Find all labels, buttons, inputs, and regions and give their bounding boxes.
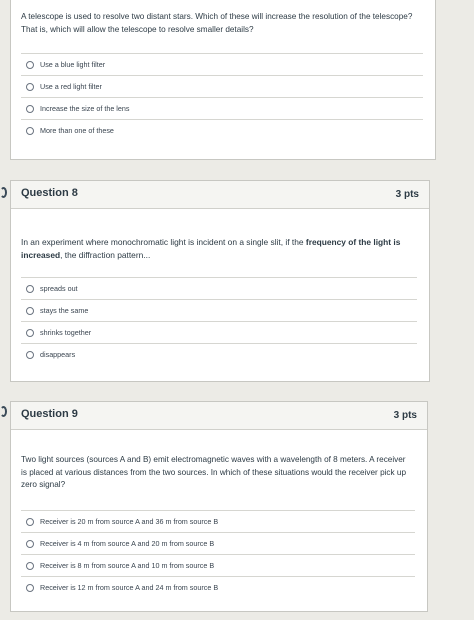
answer-option[interactable] [21,277,417,299]
option-label: Receiver is 4 m from source A and 20 m from source B [40,539,215,548]
question-text-emphasis: frequency of the light is increased [21,237,401,260]
radio-button-icon[interactable] [26,329,34,337]
option-label: spreads out [40,284,78,293]
option-label: disappears [40,350,76,359]
question-card-9 [10,401,428,612]
option-label: stays the same [40,306,89,315]
answer-options [21,510,415,598]
radio-button-icon[interactable] [26,285,34,293]
question-title: Question 9 [21,408,78,420]
question-text-part: , the diffraction pattern... [60,249,151,260]
answer-option[interactable] [21,532,415,554]
question-card-8 [10,180,430,382]
answer-option[interactable] [21,554,415,576]
radio-button-icon[interactable] [26,83,34,91]
option-label: Receiver is 12 m from source A and 24 m from source B [40,583,219,592]
answer-option[interactable] [21,53,423,75]
radio-button-icon[interactable] [26,518,34,526]
option-label: Use a blue light filter [40,60,106,69]
option-label: More than one of these [40,126,114,135]
question-text: A telescope is used to resolve two distant stars. Which of these will increase the resolution of the telescope? That is, which will allow the telescope to resolve smaller details? [21,12,413,34]
answer-option[interactable] [21,97,423,119]
answer-options [21,53,423,141]
radio-button-icon[interactable] [26,105,34,113]
radio-button-icon[interactable] [26,127,34,135]
option-label: shrinks together [40,328,92,337]
answer-option[interactable] [21,510,415,532]
answer-options [21,277,417,365]
question-card-previous [10,0,436,160]
answer-option[interactable] [21,321,417,343]
question-flag-icon[interactable] [0,406,7,417]
answer-option[interactable] [21,119,423,141]
radio-button-icon[interactable] [26,351,34,359]
radio-button-icon[interactable] [26,584,34,592]
question-header [11,181,429,209]
question-header [11,402,427,430]
radio-button-icon[interactable] [26,61,34,69]
radio-button-icon[interactable] [26,562,34,570]
answer-option[interactable] [21,343,417,365]
answer-option[interactable] [21,299,417,321]
question-points: 3 pts [393,410,417,421]
question-text-part: In an experiment where monochromatic light is incident on a single slit, if the [21,237,306,247]
option-label: Receiver is 20 m from source A and 36 m from source B [40,517,219,526]
option-label: Increase the size of the lens [40,104,130,113]
answer-option[interactable] [21,75,423,97]
question-text: Two light sources (sources A and B) emit electromagnetic waves with a wavelength of 8 meters. A receiver is placed at various distances from the two sources. In which of these situations would the receiver pick up zero signal? [21,455,407,489]
answer-option[interactable] [21,576,415,598]
question-points: 3 pts [395,189,419,200]
question-text [21,236,415,261]
option-label: Receiver is 8 m from source A and 10 m from source B [40,561,215,570]
radio-button-icon[interactable] [26,307,34,315]
radio-button-icon[interactable] [26,540,34,548]
question-title: Question 8 [21,187,78,199]
option-label: Use a red light filter [40,82,102,91]
question-flag-icon[interactable] [0,187,7,198]
